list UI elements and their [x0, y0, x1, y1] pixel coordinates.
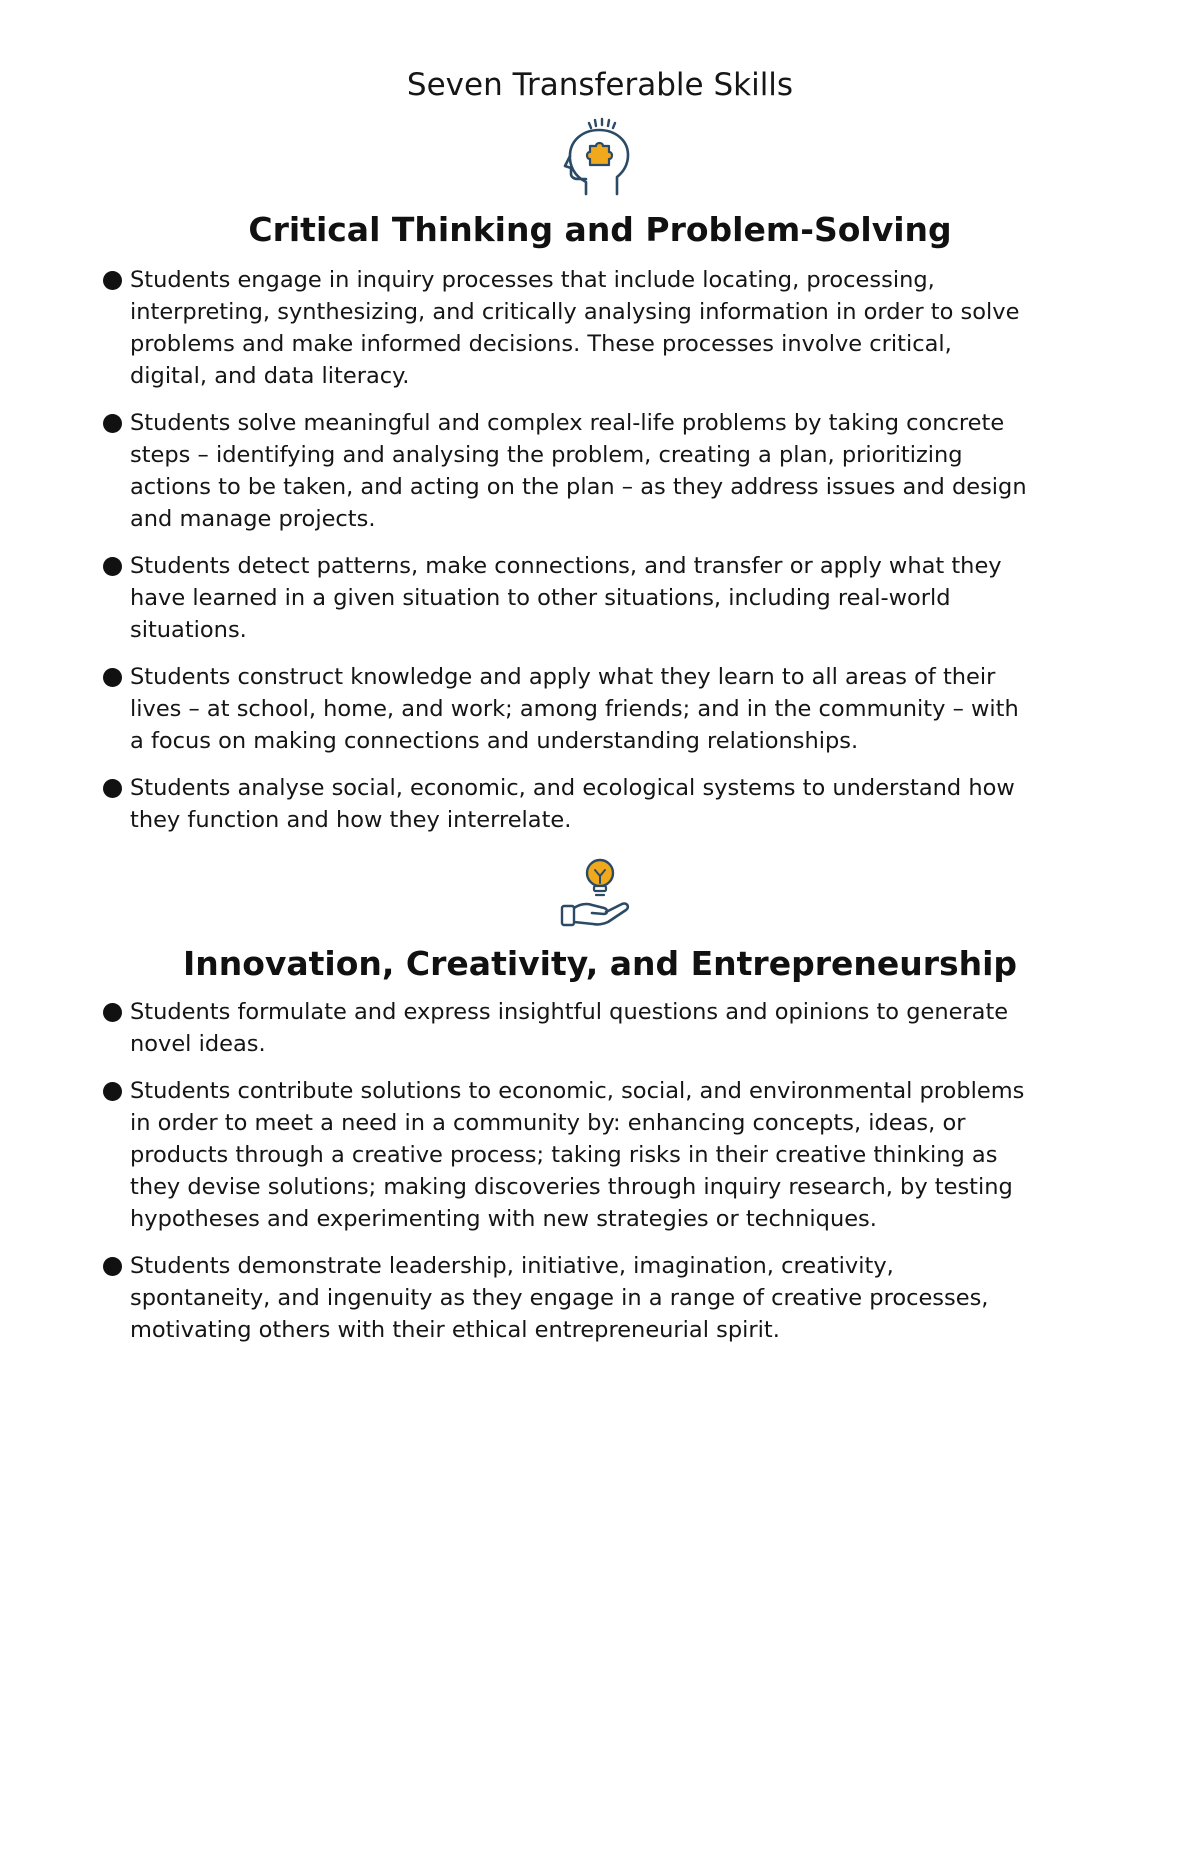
- section-critical-thinking: [0, 116, 1200, 836]
- list-item-text: Students detect patterns, make connections, and transfer or apply what they have learned in a given situation to other situations, including real-world situations.: [130, 553, 1002, 643]
- bullet-dot-icon: [103, 1257, 122, 1276]
- list-item: [103, 996, 1030, 1060]
- bullet-dot-icon: [103, 668, 122, 687]
- bullet-dot-icon: [103, 1082, 122, 1101]
- list-item: [103, 407, 1030, 535]
- section-heading: Critical Thinking and Problem-Solving: [248, 210, 952, 249]
- list-item: [103, 1075, 1030, 1235]
- list-item-text: Students contribute solutions to economic, social, and environmental problems in order to meet a need in a community by: enhancing concepts, ideas, or products through a creative process; taking risks in their creative thinking as they devise solutions; making discoveries through inquiry research, by testing hypotheses and experimenting with new strategies or techniques.: [130, 1078, 1025, 1232]
- list-item-text: Students analyse social, economic, and ecological systems to understand how they function and how they interrelate.: [130, 775, 1015, 833]
- list-item: [103, 1250, 1030, 1346]
- list-item: [103, 772, 1030, 836]
- bullet-dot-icon: [103, 557, 122, 576]
- head-puzzle-icon: [562, 116, 638, 198]
- document-title: Seven Transferable Skills: [406, 67, 794, 103]
- list-item: [103, 264, 1030, 392]
- list-item-text: Students solve meaningful and complex real-life problems by taking concrete steps – identifying and analysing the problem, creating a plan, prioritizing actions to be taken, and acting on the plan – as they address issues and design and manage projects.: [130, 410, 1027, 532]
- list-item-text: Students construct knowledge and apply what they learn to all areas of their lives – at school, home, and work; among friends; and in the community – with a focus on making connections and understanding relationships.: [130, 664, 1019, 754]
- bullet-dot-icon: [103, 271, 122, 290]
- list-item-text: Students formulate and express insightful questions and opinions to generate novel ideas.: [130, 999, 1009, 1057]
- bullet-dot-icon: [103, 414, 122, 433]
- section-innovation: [0, 856, 1200, 1346]
- list-item-text: Students demonstrate leadership, initiative, imagination, creativity, spontaneity, and ingenuity as they engage in a range of creative processes, motivating others with their ethical entrepreneurial spirit.: [130, 1253, 989, 1343]
- list-item: [103, 661, 1030, 757]
- bullet-dot-icon: [103, 1003, 122, 1022]
- list-item-text: Students engage in inquiry processes that include locating, processing, interpreting, synthesizing, and critically analysing information in order to solve problems and make informed decisions. These processes involve critical, digital, and data literacy.: [130, 267, 1020, 389]
- bullet-dot-icon: [103, 779, 122, 798]
- bullet-list: [0, 264, 1030, 836]
- hand-lightbulb-icon: [560, 856, 640, 930]
- bullet-list: [0, 996, 1030, 1346]
- list-item: [103, 550, 1030, 646]
- section-heading: Innovation, Creativity, and Entrepreneurship: [182, 944, 1018, 983]
